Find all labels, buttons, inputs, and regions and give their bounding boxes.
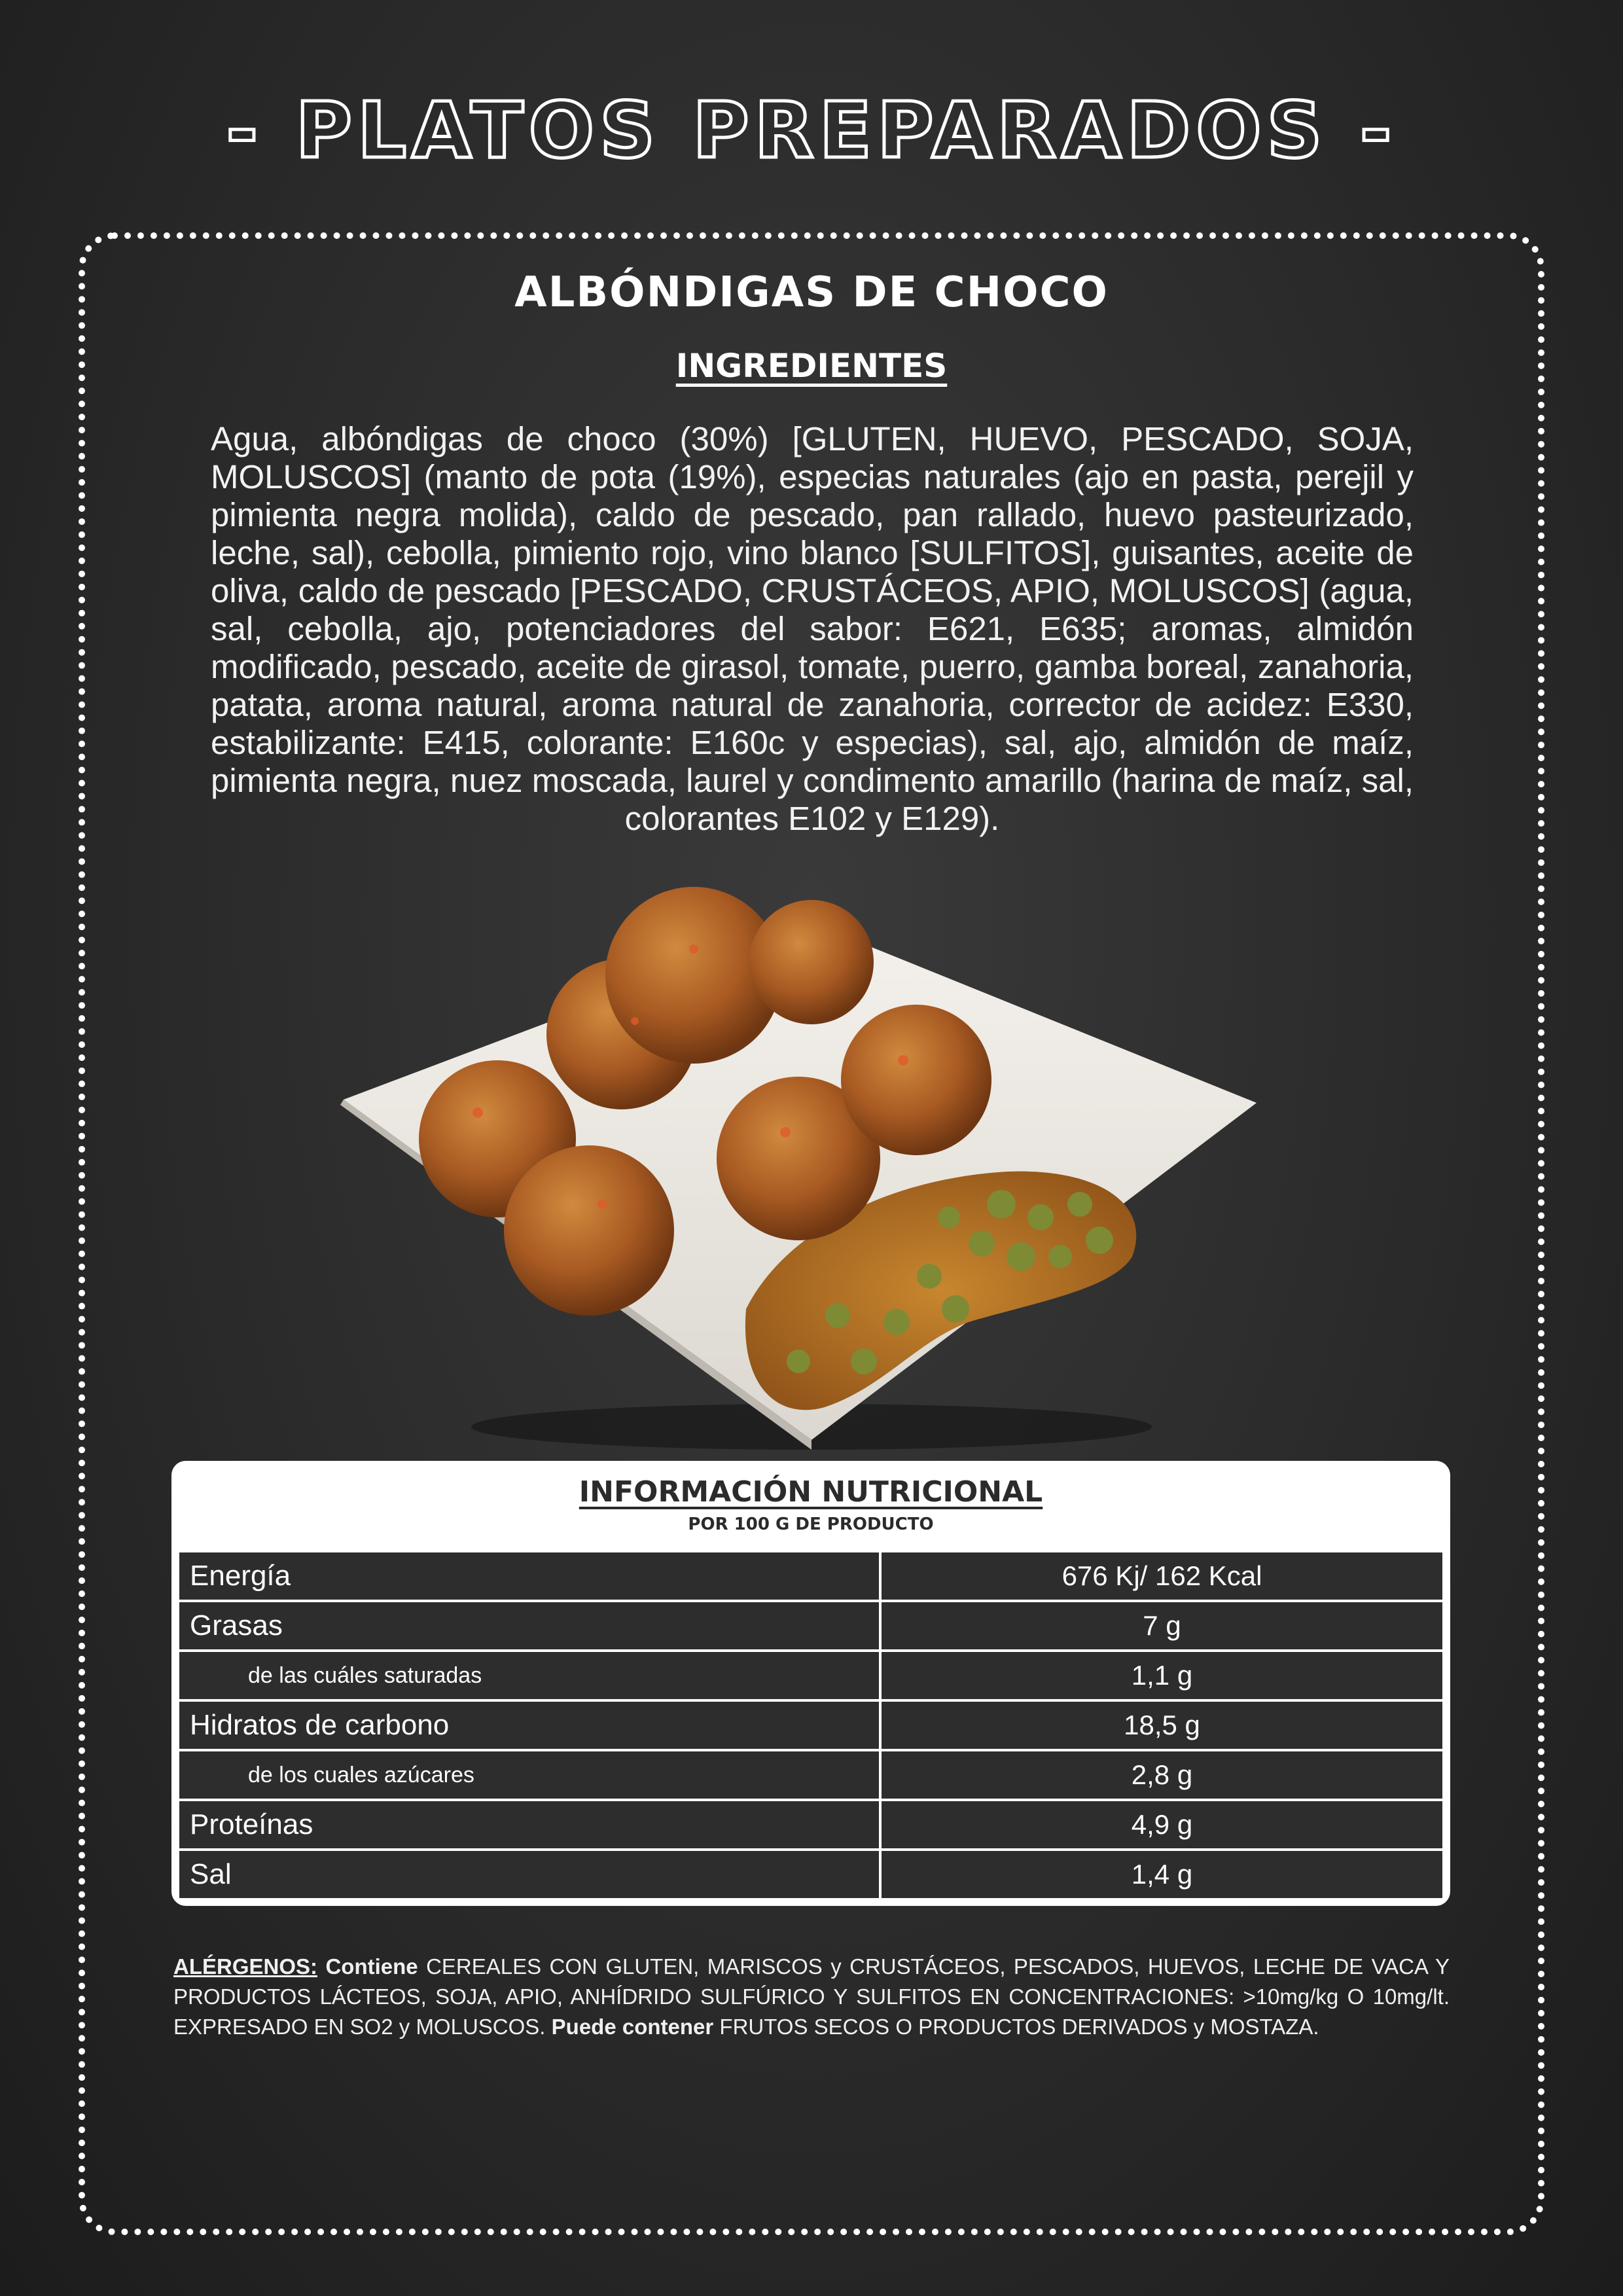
nutrient-value: 2,8 g — [880, 1750, 1444, 1800]
nutrient-label: Grasas — [178, 1601, 880, 1651]
table-row — [178, 1850, 1444, 1899]
contains-text: CEREALES CON GLUTEN, MARISCOS y CRUSTÁCEOS, PESCADOS, HUEVOS, LECHE DE VACA Y PRODUCTOS LÁCTEOS, SOJA, APIO, ANHÍDRIDO SULFÚRICO Y SULFITOS EN CONCENTRACIONES: >10mg/kg O 10mg/lt. EXPRESADO EN SO2 y MOLUSCOS. — [173, 1954, 1450, 2039]
nutrient-label: Hidratos de carbono — [178, 1700, 880, 1750]
nutrient-value: 1,1 g — [880, 1651, 1444, 1700]
nutrition-table — [177, 1550, 1445, 1901]
nutrition-card — [171, 1461, 1450, 1906]
nutrient-value: 1,4 g — [880, 1850, 1444, 1899]
allergens-text — [173, 1952, 1450, 2042]
product-name: ALBÓNDIGAS DE CHOCO — [514, 268, 1109, 317]
nutrient-label: Energía — [178, 1551, 880, 1601]
may-contain-text: FRUTOS SECOS O PRODUCTOS DERIVADOS y MOSTAZA. — [719, 2015, 1319, 2039]
table-row — [178, 1750, 1444, 1800]
nutrient-label: de los cuales azúcares — [178, 1750, 880, 1800]
nutrient-value: 676 Kj/ 162 Kcal — [880, 1551, 1444, 1601]
ingredients-text: Agua, albóndigas de choco (30%) [GLUTEN, HUEVO, PESCADO, SOJA, MOLUSCOS] (manto de pota (19%), especias naturales (ajo en pasta, perejil y pimienta negra molida), caldo de pescado, pan rallado, huevo pasteurizado, leche, sal), cebolla, pimiento rojo, vino blanco [SULFITOS], guisantes, aceite de oliva, caldo de pescado [PESCADO, CRUSTÁCEOS, APIO, MOLUSCOS] (agua, sal, cebolla, ajo, potenciadores del sabor: E621, E635; aromas, almidón modificado, pescado, aceite de girasol, tomate, puerro, gamba boreal, zanahoria, patata, aroma natural, aroma natural de zanahoria, corrector de acidez: E330, estabilizante: E415, colorante: E160c y especias), sal, ajo, almidón de maíz, pimienta negra, nuez moscada, laurel y condimento amarillo (harina de maíz, sal, colorantes E102 y E129). — [211, 420, 1414, 837]
nutrition-subtitle: POR 100 G DE PRODUCTO — [688, 1515, 934, 1534]
nutrient-value: 4,9 g — [880, 1800, 1444, 1850]
page-header-title: - PLATOS PREPARADOS - — [226, 85, 1397, 175]
nutrient-label: Proteínas — [178, 1800, 880, 1850]
nutrient-label: de las cuáles saturadas — [178, 1651, 880, 1700]
nutrition-title: INFORMACIÓN NUTRICIONAL — [579, 1475, 1043, 1509]
meatballs-dish-image — [327, 864, 1270, 1453]
nutrient-value: 7 g — [880, 1601, 1444, 1651]
nutrient-value: 18,5 g — [880, 1700, 1444, 1750]
contains-label: Contiene — [325, 1954, 418, 1979]
allergens-label: ALÉRGENOS: — [173, 1954, 318, 1979]
table-row — [178, 1551, 1444, 1601]
table-row — [178, 1800, 1444, 1850]
table-row — [178, 1601, 1444, 1651]
may-contain-label: Puede contener — [551, 2015, 714, 2039]
table-row — [178, 1651, 1444, 1700]
ingredients-title: INGREDIENTES — [675, 347, 948, 385]
table-row — [178, 1700, 1444, 1750]
nutrient-label: Sal — [178, 1850, 880, 1899]
